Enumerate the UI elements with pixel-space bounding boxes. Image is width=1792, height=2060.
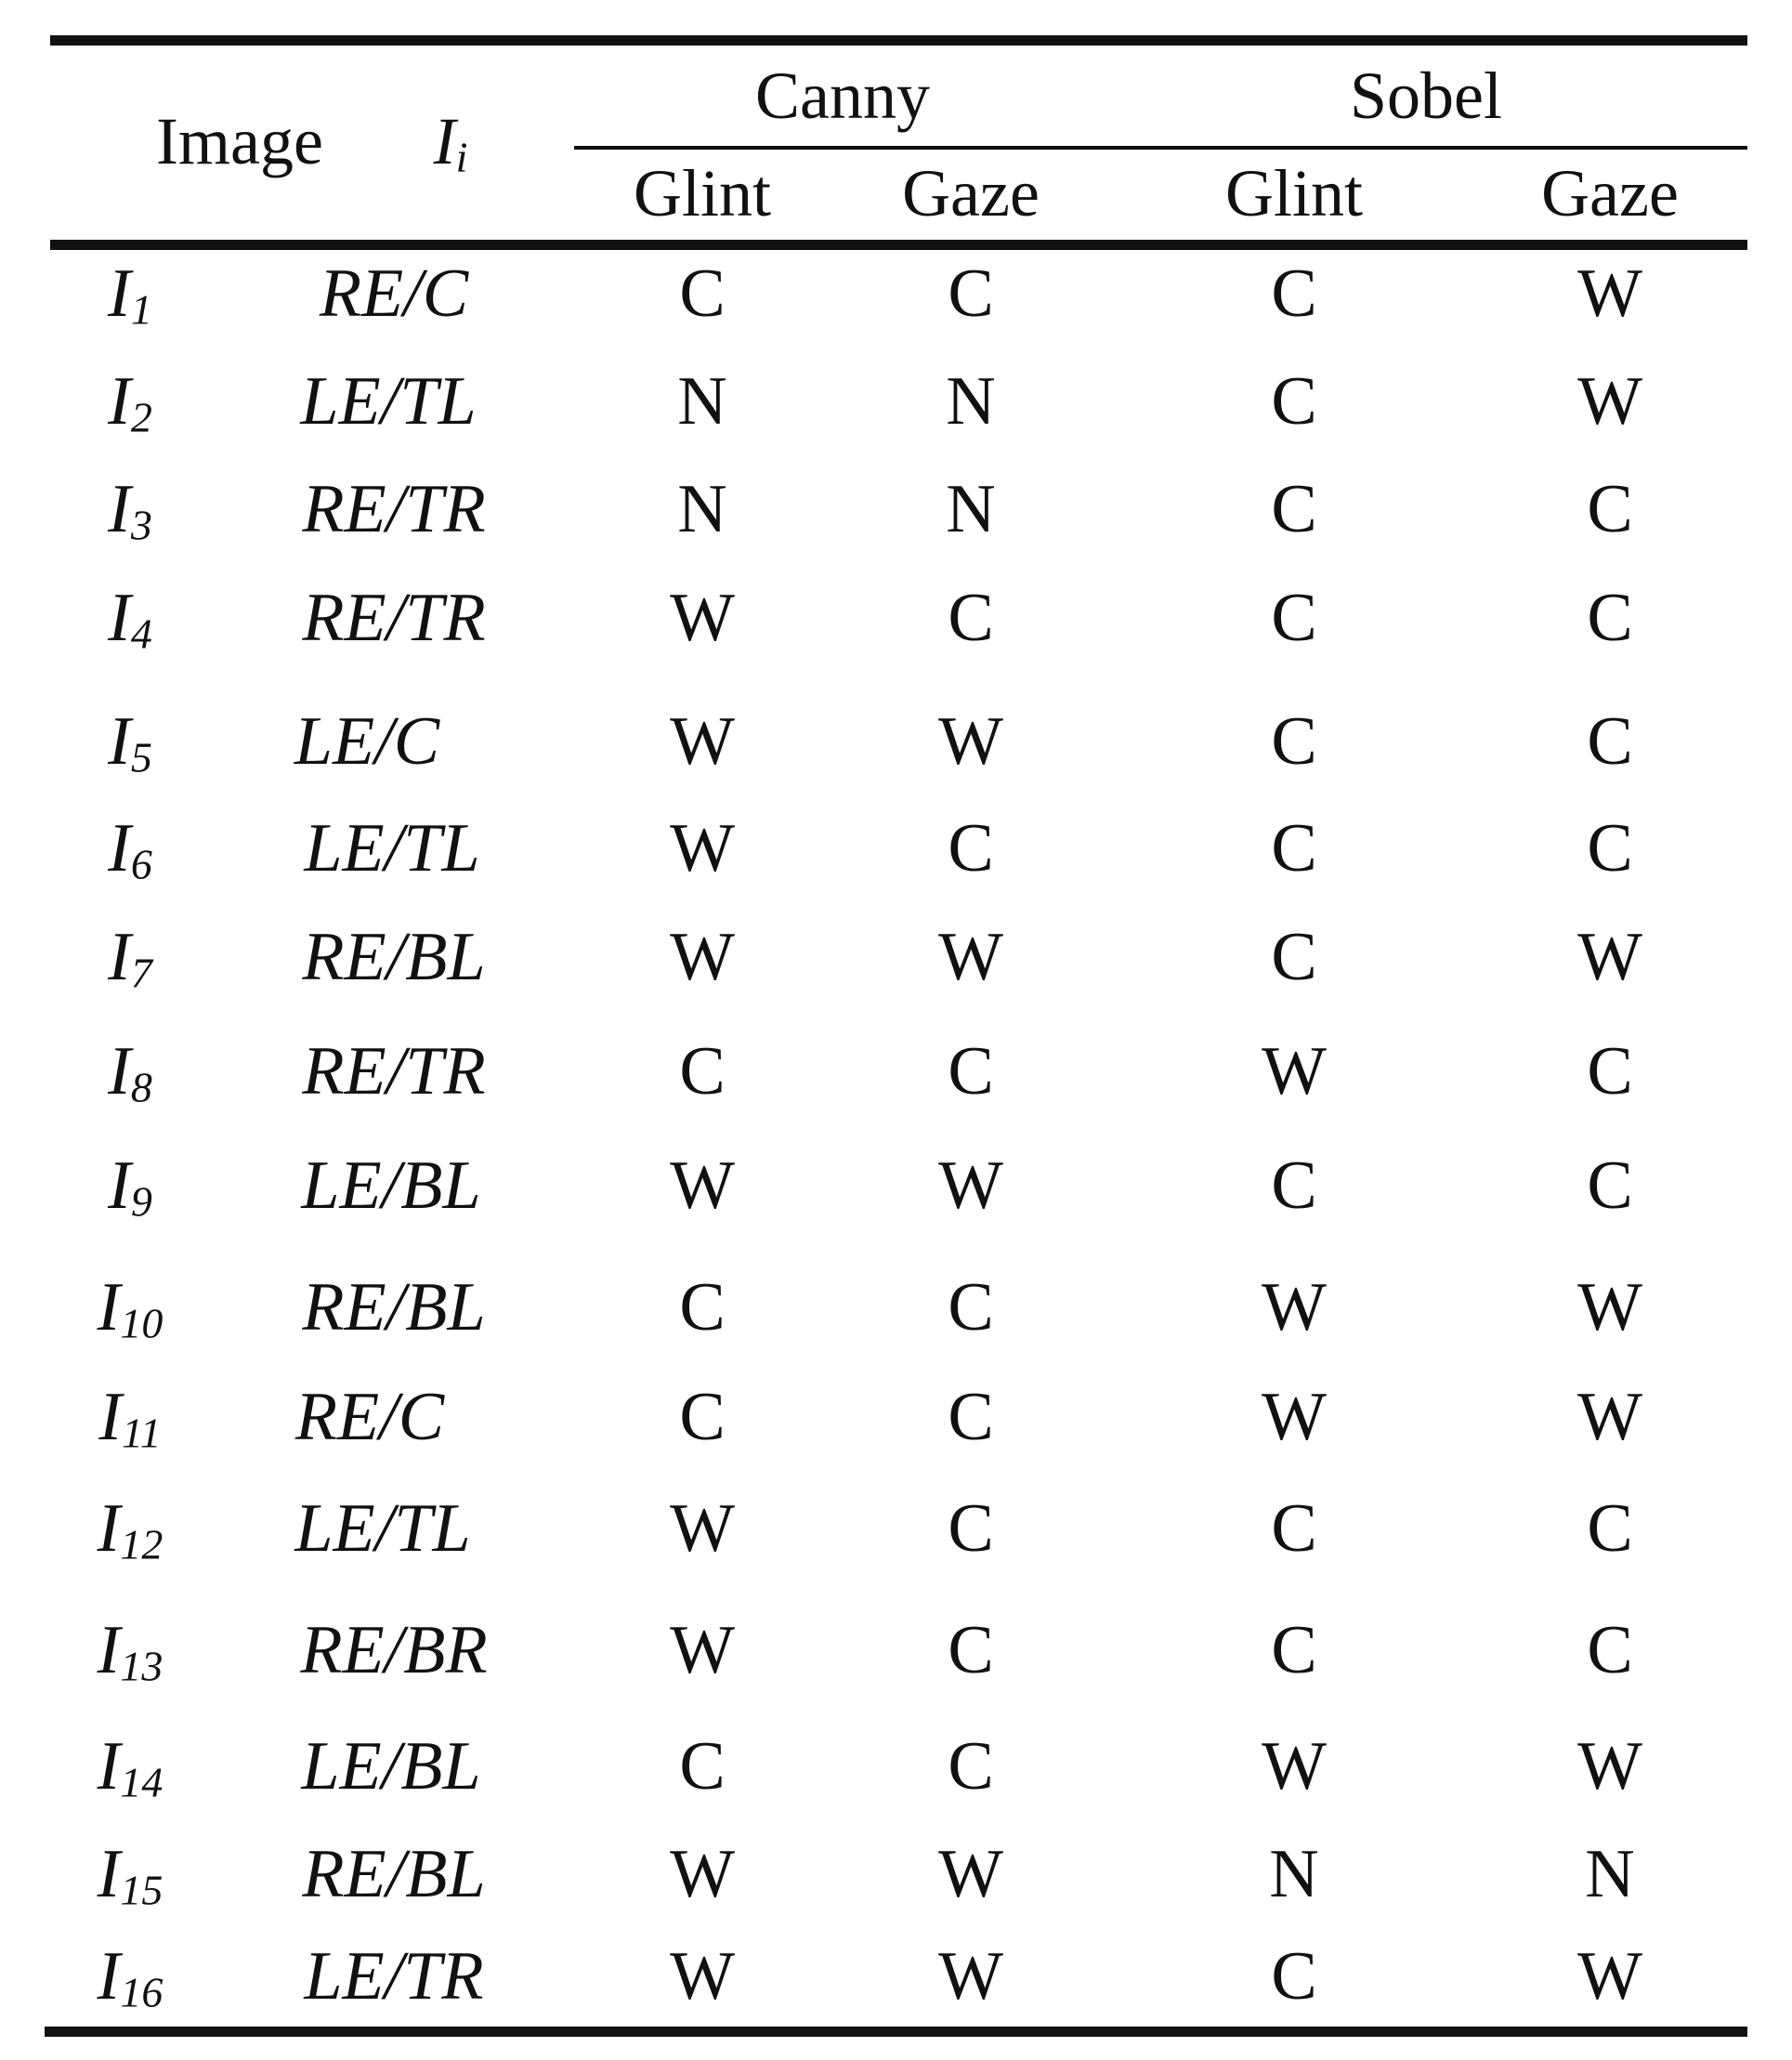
row-id	[108, 1148, 152, 1226]
row-id-main: I	[97, 1728, 121, 1804]
row-sobel-gaze: W	[1577, 256, 1642, 332]
row-sobel-gaze: W	[1577, 1938, 1642, 2014]
row-sobel-gaze: C	[1587, 1148, 1633, 1224]
row-sobel-glint: C	[1271, 256, 1317, 332]
row-canny-gaze: C	[948, 256, 994, 332]
row-canny-glint: W	[670, 1148, 735, 1224]
row-canny-gaze: C	[948, 1490, 994, 1567]
row-sobel-glint: C	[1271, 1490, 1317, 1567]
row-id-main: I	[108, 1148, 131, 1224]
group-rule	[574, 146, 1747, 150]
row-sobel-glint: C	[1271, 471, 1317, 547]
row-id-sub: 4	[130, 610, 152, 658]
row-id-sub: 16	[120, 1968, 164, 2016]
row-canny-glint: W	[670, 1612, 735, 1688]
row-sobel-glint: C	[1271, 1938, 1317, 2014]
row-id-sub: 15	[120, 1866, 164, 1914]
row-id	[108, 580, 152, 658]
row-canny-glint: C	[679, 1728, 726, 1804]
row-id-main: I	[97, 1269, 121, 1345]
header-sobel-gaze: Gaze	[1541, 156, 1679, 230]
row-canny-gaze: C	[948, 1612, 994, 1688]
row-canny-gaze: N	[946, 471, 996, 547]
row-eye-position: LE/BL	[301, 1728, 481, 1804]
row-canny-gaze: W	[938, 1148, 1003, 1224]
row-sobel-gaze: C	[1587, 1490, 1633, 1567]
row-sobel-glint: W	[1262, 1269, 1327, 1345]
row-id-sub: 10	[120, 1299, 164, 1347]
row-id-sub: 5	[130, 733, 152, 781]
row-id	[108, 810, 152, 888]
row-eye-position: RE/TR	[302, 1033, 486, 1109]
row-id-main: I	[108, 810, 131, 886]
row-eye-position: LE/TL	[294, 1490, 471, 1567]
row-sobel-glint: C	[1271, 810, 1317, 886]
row-id-main: I	[108, 471, 131, 547]
row-id	[97, 1612, 164, 1690]
row-id	[108, 703, 152, 781]
row-sobel-gaze: C	[1587, 703, 1633, 780]
row-canny-glint: C	[679, 1033, 726, 1109]
row-sobel-glint: C	[1271, 1148, 1317, 1224]
row-id-sub: 2	[130, 393, 152, 441]
row-canny-gaze: C	[948, 1269, 994, 1345]
row-canny-glint: N	[677, 363, 727, 440]
row-id	[108, 919, 152, 997]
row-sobel-gaze: W	[1577, 919, 1642, 995]
row-canny-gaze: W	[938, 1836, 1003, 1912]
row-sobel-glint: C	[1271, 363, 1317, 440]
row-sobel-glint: C	[1271, 1612, 1317, 1688]
row-id-main: I	[98, 1379, 123, 1455]
row-canny-gaze: W	[938, 1938, 1003, 2014]
row-id	[108, 256, 152, 334]
row-eye-position: RE/BL	[302, 919, 486, 995]
row-id-sub: 11	[122, 1409, 162, 1457]
row-eye-position: LE/C	[294, 703, 440, 780]
row-canny-gaze: W	[938, 703, 1003, 780]
row-canny-gaze: C	[948, 1728, 994, 1804]
row-id-sub: 14	[120, 1758, 164, 1806]
row-sobel-gaze: C	[1587, 1033, 1633, 1109]
row-canny-gaze: C	[948, 810, 994, 886]
row-eye-position: RE/BL	[302, 1836, 486, 1912]
row-id-sub: 8	[130, 1063, 152, 1111]
row-sobel-glint: C	[1271, 580, 1317, 656]
row-id	[98, 1379, 162, 1457]
row-canny-glint: W	[670, 1938, 735, 2014]
row-eye-position: RE/BR	[300, 1612, 488, 1688]
header-sobel-glint: Glint	[1224, 156, 1364, 230]
row-eye-position: LE/BL	[301, 1148, 481, 1224]
row-eye-position: LE/TL	[300, 363, 477, 440]
row-sobel-gaze: N	[1585, 1836, 1635, 1912]
row-sobel-glint: C	[1271, 703, 1317, 780]
header-group-sobel: Sobel	[1349, 59, 1503, 133]
row-canny-glint: W	[670, 919, 735, 995]
row-id-main: I	[108, 919, 131, 995]
row-sobel-glint: W	[1262, 1379, 1327, 1455]
row-eye-position: RE/TR	[302, 580, 486, 656]
row-id	[97, 1938, 164, 2016]
row-canny-glint: W	[670, 580, 735, 656]
row-id-main: I	[108, 256, 131, 332]
row-sobel-gaze: W	[1577, 1379, 1642, 1455]
row-id-main: I	[108, 703, 131, 780]
header-group-canny: Canny	[755, 59, 930, 133]
bottom-rule	[45, 2027, 1747, 2037]
row-canny-gaze: C	[948, 1033, 994, 1109]
row-id-sub: 9	[130, 1177, 152, 1226]
row-sobel-gaze: C	[1587, 810, 1633, 886]
row-canny-glint: W	[670, 810, 735, 886]
row-canny-gaze: N	[946, 363, 996, 440]
row-id-main: I	[97, 1938, 121, 2014]
row-sobel-gaze: C	[1587, 580, 1633, 656]
top-rule	[50, 35, 1747, 46]
header-ii	[433, 104, 468, 181]
row-id-sub: 13	[120, 1642, 164, 1690]
header-canny-glint: Glint	[633, 156, 772, 230]
row-canny-glint: C	[679, 1379, 726, 1455]
row-id	[97, 1728, 164, 1806]
row-canny-gaze: C	[948, 580, 994, 656]
row-sobel-gaze: W	[1577, 1728, 1642, 1804]
row-sobel-gaze: W	[1577, 1269, 1642, 1345]
row-id-sub: 3	[130, 501, 152, 549]
row-id-main: I	[97, 1490, 121, 1567]
header-canny-gaze: Gaze	[902, 156, 1040, 230]
row-id	[97, 1269, 164, 1347]
row-sobel-gaze: C	[1587, 471, 1633, 547]
row-canny-glint: C	[679, 256, 726, 332]
row-canny-gaze: C	[948, 1379, 994, 1455]
row-canny-glint: W	[670, 1490, 735, 1567]
row-id-sub: 7	[130, 949, 152, 997]
row-sobel-gaze: W	[1577, 363, 1642, 440]
row-id-main: I	[108, 580, 131, 656]
header-ii-main: I	[433, 104, 456, 178]
row-eye-position: RE/C	[294, 1379, 445, 1455]
header-image: Image	[156, 104, 323, 178]
row-eye-position: LE/TR	[304, 1938, 484, 2014]
row-canny-glint: W	[670, 1836, 735, 1912]
row-sobel-glint: N	[1269, 1836, 1319, 1912]
row-id	[108, 363, 152, 441]
row-sobel-glint: C	[1271, 919, 1317, 995]
row-id	[97, 1490, 164, 1568]
row-sobel-glint: W	[1262, 1728, 1327, 1804]
header-rule	[50, 240, 1747, 250]
row-id-main: I	[97, 1612, 121, 1688]
row-id-sub: 1	[130, 285, 152, 334]
row-id	[108, 1033, 152, 1111]
row-canny-glint: N	[677, 471, 727, 547]
row-id-sub: 12	[120, 1520, 164, 1568]
row-id	[97, 1836, 164, 1914]
row-sobel-gaze: C	[1587, 1612, 1633, 1688]
row-id-main: I	[108, 363, 131, 440]
row-eye-position: RE/TR	[302, 471, 486, 547]
row-canny-glint: C	[679, 1269, 726, 1345]
row-sobel-glint: W	[1262, 1033, 1327, 1109]
row-eye-position: RE/C	[319, 256, 469, 332]
row-eye-position: RE/BL	[302, 1269, 486, 1345]
row-id-sub: 6	[130, 840, 152, 888]
header-ii-sub: i	[455, 133, 468, 181]
row-id-main: I	[97, 1836, 121, 1912]
row-eye-position: LE/TL	[304, 810, 480, 886]
row-id-main: I	[108, 1033, 131, 1109]
row-canny-gaze: W	[938, 919, 1003, 995]
row-canny-glint: W	[670, 703, 735, 780]
row-id	[108, 471, 152, 549]
